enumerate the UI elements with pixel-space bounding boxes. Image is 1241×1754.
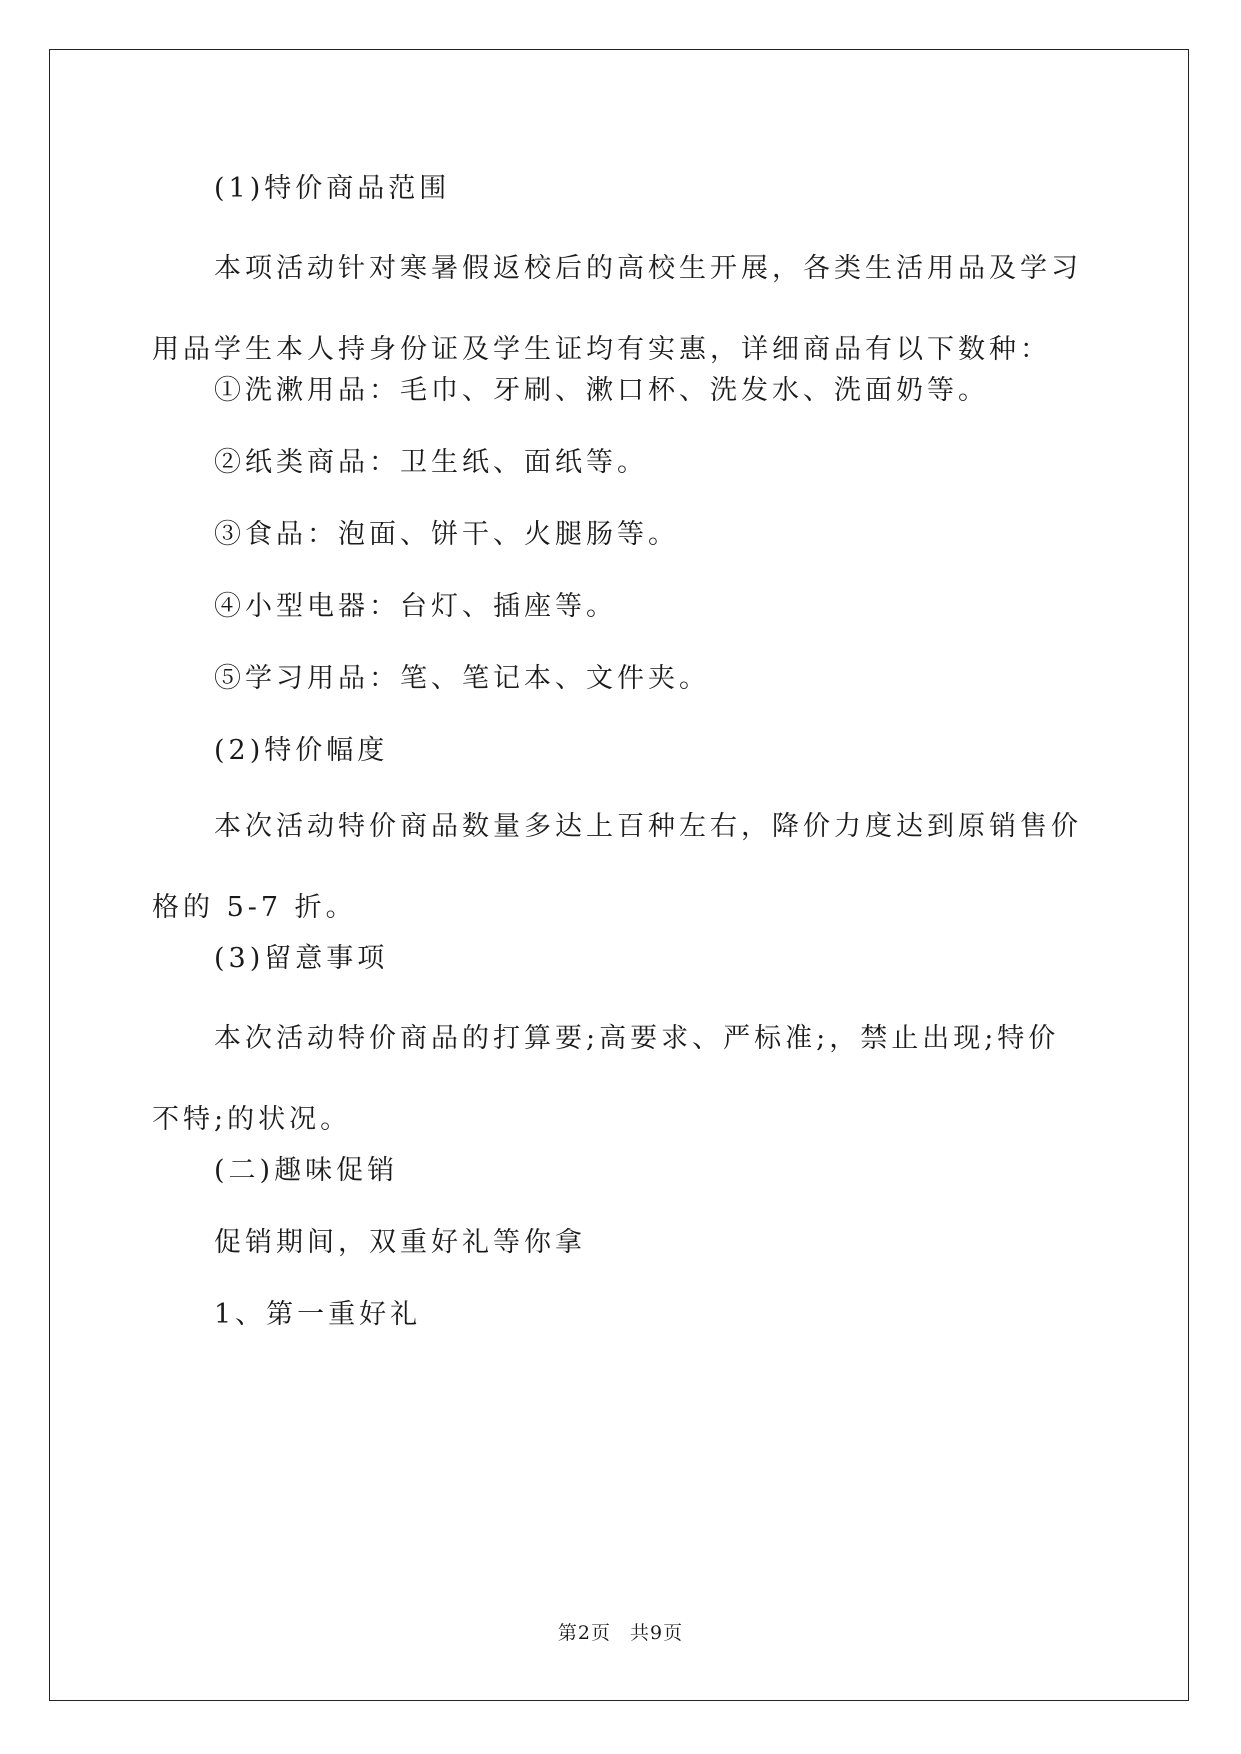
page-footer (0, 1618, 1241, 1645)
heading-special-price-range: (1)特价商品范围 (214, 173, 451, 204)
page-total: 共9页 (630, 1622, 684, 1644)
list-item-study-supplies: ⑤学习用品：笔、笔记本、文件夹。 (214, 663, 710, 694)
heading-fun-promotion: (二)趣味促销 (214, 1155, 399, 1186)
list-item-food: ③食品：泡面、饼干、火腿肠等。 (214, 519, 679, 550)
page-number: 第2页 (557, 1622, 611, 1644)
paragraph-discount-detail: 本次活动特价商品数量多达上百种左右，降价力度达到原销售价格的 5-7 折。 (152, 811, 1082, 923)
heading-notes: (3)留意事项 (214, 943, 389, 974)
list-item-small-appliances: ④小型电器：台灯、插座等。 (214, 591, 617, 622)
list-item-toiletries: ①洗漱用品：毛巾、牙刷、漱口杯、洗发水、洗面奶等。 (214, 375, 989, 406)
paragraph-notes-detail: 本次活动特价商品的打算要;高要求、严标准;，禁止出现;特价不特;的状况。 (152, 1023, 1060, 1135)
paragraph-promotion-intro: 促销期间，双重好礼等你拿 (214, 1227, 586, 1258)
list-item-paper-products: ②纸类商品：卫生纸、面纸等。 (214, 447, 648, 478)
heading-discount-range: (2)特价幅度 (214, 735, 389, 766)
paragraph-activity-intro: 本项活动针对寒暑假返校后的高校生开展，各类生活用品及学习用品学生本人持身份证及学生证均有实惠，详细商品有以下数种： (152, 253, 1082, 365)
heading-first-gift: 1、第一重好礼 (214, 1299, 422, 1330)
